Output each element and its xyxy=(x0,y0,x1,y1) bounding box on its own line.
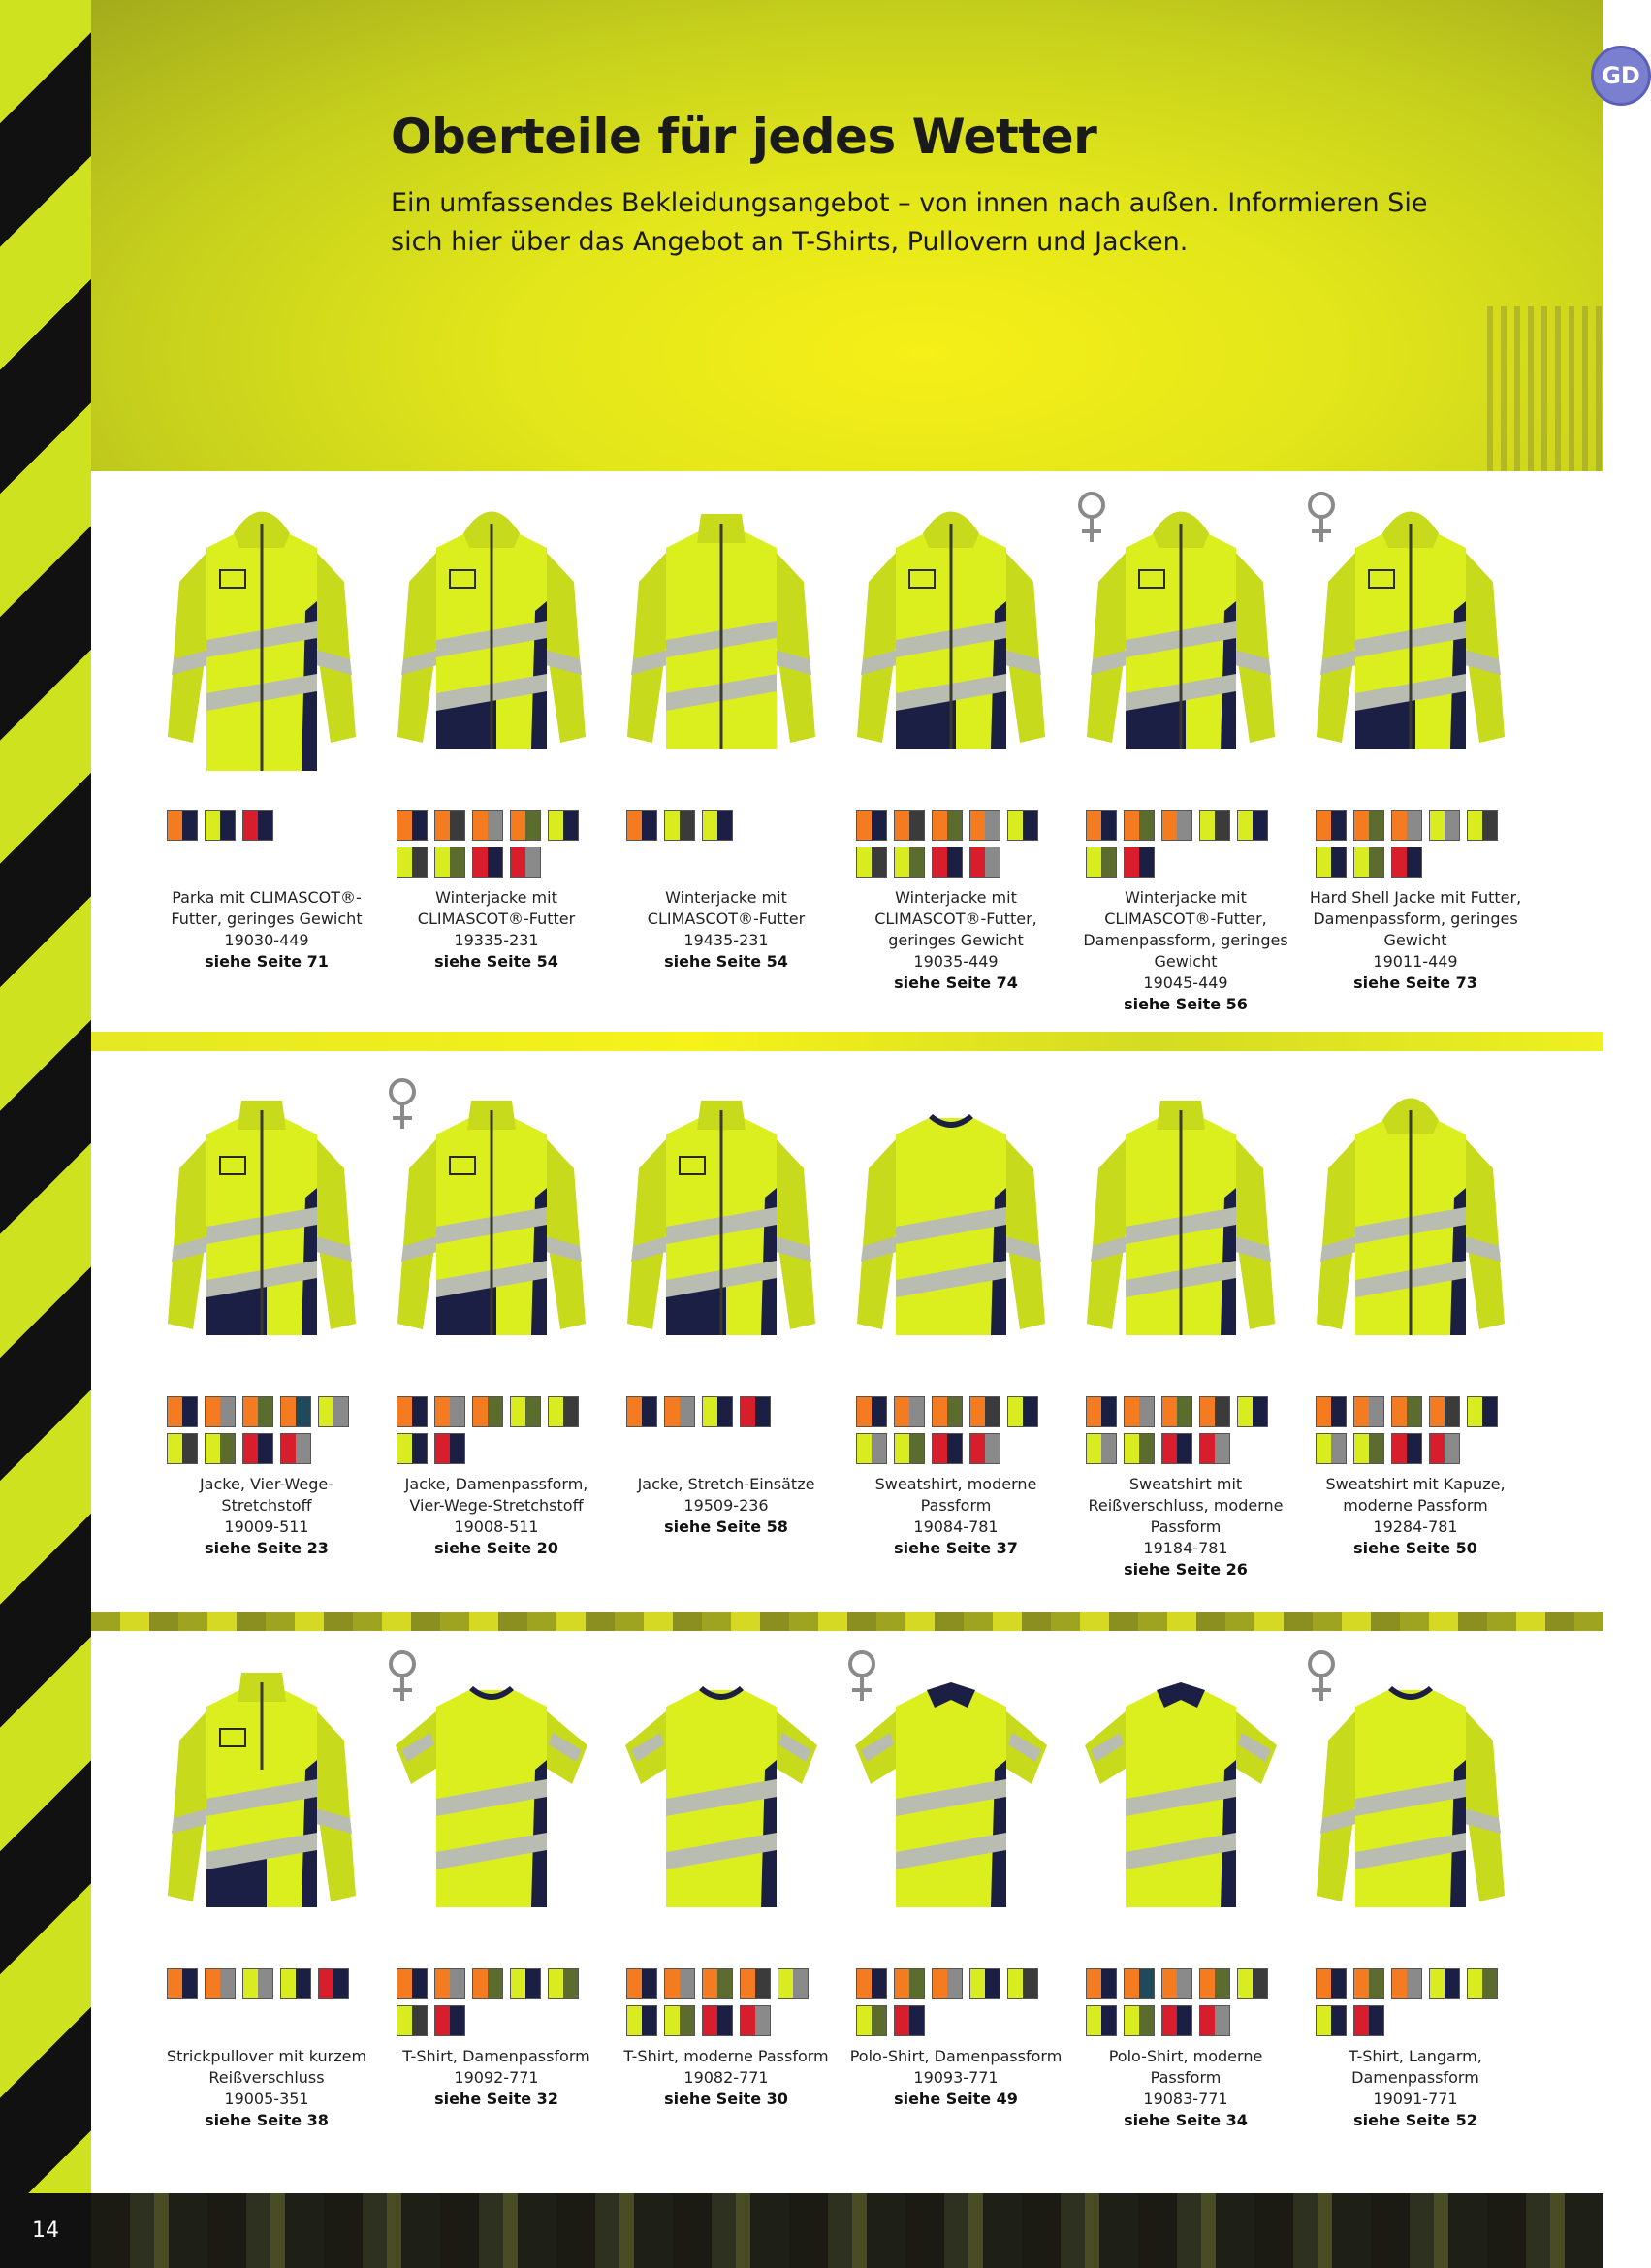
color-swatch[interactable] xyxy=(1161,2005,1192,2036)
color-swatches xyxy=(397,810,596,878)
page-reference-link[interactable]: siehe Seite 74 xyxy=(894,974,1018,992)
color-swatch[interactable] xyxy=(397,810,428,841)
color-swatch[interactable] xyxy=(434,1396,465,1427)
product-row xyxy=(155,1067,1541,1579)
color-swatch[interactable] xyxy=(1316,847,1347,878)
product-card[interactable] xyxy=(615,480,838,971)
color-swatches xyxy=(1086,1968,1286,2036)
product-code: 19035-449 xyxy=(913,952,999,971)
page-reference-link[interactable]: siehe Seite 23 xyxy=(205,1539,329,1557)
product-image[interactable] xyxy=(1309,1653,1512,1944)
page-reference-link[interactable]: siehe Seite 49 xyxy=(894,2090,1018,2108)
color-swatch[interactable] xyxy=(1467,1968,1498,1999)
page-reference-link[interactable]: siehe Seite 73 xyxy=(1353,974,1477,992)
color-swatch[interactable] xyxy=(740,2005,771,2036)
product-image[interactable] xyxy=(619,1081,823,1372)
page-title: Oberteile für jedes Wetter xyxy=(391,109,1097,165)
product-caption xyxy=(615,887,838,973)
color-swatch[interactable] xyxy=(1237,810,1268,841)
color-swatch[interactable] xyxy=(1353,1968,1384,1999)
color-swatch[interactable] xyxy=(664,1396,695,1427)
product-card[interactable] xyxy=(1074,1639,1297,2129)
color-swatch[interactable] xyxy=(740,1396,771,1427)
product-card[interactable] xyxy=(1304,1639,1527,2129)
female-fit-icon xyxy=(844,1648,879,1705)
product-name: Winterjacke mit CLIMASCOT®-Futter, geringes Gewicht xyxy=(874,888,1037,949)
color-swatch[interactable] xyxy=(856,2005,887,2036)
color-swatch[interactable] xyxy=(397,847,428,878)
color-swatch[interactable] xyxy=(702,1396,733,1427)
header-background-skyline xyxy=(1487,306,1603,471)
page-number: 14 xyxy=(0,2193,91,2268)
color-swatch[interactable] xyxy=(434,847,465,878)
product-code: 19082-771 xyxy=(683,2068,769,2087)
color-swatch[interactable] xyxy=(167,1396,198,1427)
color-swatch[interactable] xyxy=(856,1968,887,1999)
color-swatch[interactable] xyxy=(969,1968,1000,1999)
color-swatch[interactable] xyxy=(1124,847,1155,878)
product-image[interactable] xyxy=(1309,1081,1512,1372)
color-swatch[interactable] xyxy=(1124,1396,1155,1427)
color-swatch[interactable] xyxy=(1086,1433,1117,1464)
page-reference-link[interactable]: siehe Seite 38 xyxy=(205,2111,329,2129)
color-swatch[interactable] xyxy=(1161,1433,1192,1464)
color-swatch[interactable] xyxy=(1161,1396,1192,1427)
color-swatches xyxy=(626,1968,826,2036)
color-swatches xyxy=(856,1396,1056,1464)
page-reference-link[interactable]: siehe Seite 30 xyxy=(664,2090,788,2108)
product-name: Sweatshirt mit Reißverschluss, moderne Passform xyxy=(1088,1475,1284,1536)
color-swatches xyxy=(167,1968,366,1999)
product-caption xyxy=(844,887,1067,994)
color-swatch[interactable] xyxy=(167,810,198,841)
color-swatch[interactable] xyxy=(1391,847,1422,878)
product-card[interactable] xyxy=(155,1067,378,1557)
color-swatch[interactable] xyxy=(1316,810,1347,841)
product-caption xyxy=(155,887,378,973)
color-swatch[interactable] xyxy=(1316,1433,1347,1464)
color-swatch[interactable] xyxy=(280,1968,311,1999)
product-row xyxy=(155,1639,1541,2129)
product-code: 19030-449 xyxy=(224,931,309,949)
color-swatch[interactable] xyxy=(1353,1396,1384,1427)
product-name: T-Shirt, Langarm, Damenpassform xyxy=(1349,2047,1482,2087)
color-swatch[interactable] xyxy=(1124,810,1155,841)
color-swatch[interactable] xyxy=(242,1968,273,1999)
color-swatches xyxy=(167,810,366,841)
product-card[interactable] xyxy=(615,1067,838,1536)
color-swatch[interactable] xyxy=(472,1396,503,1427)
product-caption xyxy=(155,2046,378,2131)
product-caption xyxy=(385,887,608,973)
footer-band xyxy=(91,2193,1603,2268)
product-name: Winterjacke mit CLIMASCOT®-Futter xyxy=(417,888,576,928)
product-image[interactable] xyxy=(849,495,1053,785)
color-swatch[interactable] xyxy=(894,810,925,841)
color-swatch[interactable] xyxy=(397,1968,428,1999)
color-swatch[interactable] xyxy=(1124,1968,1155,1999)
color-swatch[interactable] xyxy=(1429,1433,1460,1464)
product-card[interactable] xyxy=(844,1067,1067,1557)
color-swatches xyxy=(1316,1396,1515,1464)
color-swatches xyxy=(397,1968,596,2036)
color-swatches xyxy=(397,1396,596,1464)
color-swatch[interactable] xyxy=(434,2005,465,2036)
color-swatch[interactable] xyxy=(1199,2005,1230,2036)
product-row xyxy=(155,480,1541,1013)
product-name: Polo-Shirt, moderne Passform xyxy=(1108,2047,1263,2087)
color-swatch[interactable] xyxy=(1391,1968,1422,1999)
color-swatch[interactable] xyxy=(318,1968,349,1999)
page-reference-link[interactable]: siehe Seite 20 xyxy=(434,1539,558,1557)
color-swatch[interactable] xyxy=(894,2005,925,2036)
color-swatch[interactable] xyxy=(205,1396,236,1427)
color-swatch[interactable] xyxy=(932,1968,963,1999)
color-swatch[interactable] xyxy=(856,810,887,841)
color-swatch[interactable] xyxy=(318,1396,349,1427)
product-caption xyxy=(1074,2046,1297,2131)
color-swatch[interactable] xyxy=(1124,2005,1155,2036)
color-swatch[interactable] xyxy=(242,810,273,841)
color-swatch[interactable] xyxy=(1429,1396,1460,1427)
color-swatch[interactable] xyxy=(1086,847,1117,878)
brand-logo-icon: GD xyxy=(1591,46,1651,106)
page-reference-link[interactable]: siehe Seite 26 xyxy=(1124,1560,1248,1579)
product-code: 19435-231 xyxy=(683,931,769,949)
color-swatch[interactable] xyxy=(894,1433,925,1464)
product-caption xyxy=(385,2046,608,2110)
color-swatch[interactable] xyxy=(1086,2005,1117,2036)
page-header xyxy=(91,0,1640,471)
color-swatch[interactable] xyxy=(397,1396,428,1427)
product-caption xyxy=(1304,2046,1527,2131)
color-swatch[interactable] xyxy=(894,1396,925,1427)
product-name: T-Shirt, Damenpassform xyxy=(402,2047,590,2065)
product-image[interactable] xyxy=(390,1653,593,1944)
product-code: 19045-449 xyxy=(1143,974,1228,992)
female-fit-icon xyxy=(1304,1648,1339,1705)
color-swatch[interactable] xyxy=(548,1968,579,1999)
color-swatch[interactable] xyxy=(280,1396,311,1427)
color-swatch[interactable] xyxy=(1161,1968,1192,1999)
color-swatch[interactable] xyxy=(702,810,733,841)
product-code: 19008-511 xyxy=(454,1517,539,1536)
product-card[interactable] xyxy=(1304,1067,1527,1557)
product-card[interactable] xyxy=(1074,1067,1297,1579)
product-card[interactable] xyxy=(1074,480,1297,1013)
product-code: 19011-449 xyxy=(1373,952,1458,971)
product-name: Strickpullover mit kurzem Reißverschluss xyxy=(166,2047,367,2087)
color-swatches xyxy=(1316,810,1515,878)
color-swatch[interactable] xyxy=(205,1968,236,1999)
color-swatch[interactable] xyxy=(1391,1396,1422,1427)
product-card[interactable] xyxy=(1304,480,1527,992)
color-swatches xyxy=(167,1396,366,1464)
color-swatch[interactable] xyxy=(434,1968,465,1999)
color-swatch[interactable] xyxy=(778,1968,809,1999)
female-fit-icon xyxy=(1074,490,1109,546)
color-swatch[interactable] xyxy=(510,810,541,841)
color-swatch[interactable] xyxy=(472,847,503,878)
product-image[interactable] xyxy=(160,1081,364,1372)
product-name: Polo-Shirt, Damenpassform xyxy=(849,2047,1063,2065)
color-swatch[interactable] xyxy=(894,1968,925,1999)
color-swatches xyxy=(1086,810,1286,878)
color-swatch[interactable] xyxy=(702,1968,733,1999)
product-image[interactable] xyxy=(160,1653,364,1944)
product-card[interactable] xyxy=(385,1639,608,2108)
color-swatch[interactable] xyxy=(1353,1433,1384,1464)
product-code: 19184-781 xyxy=(1143,1539,1228,1557)
color-swatch[interactable] xyxy=(1086,1396,1117,1427)
product-caption xyxy=(385,1474,608,1559)
product-card[interactable] xyxy=(844,480,1067,992)
product-image[interactable] xyxy=(160,495,364,785)
color-swatch[interactable] xyxy=(1007,810,1038,841)
color-swatch[interactable] xyxy=(1124,1433,1155,1464)
product-card[interactable] xyxy=(385,480,608,971)
color-swatch[interactable] xyxy=(434,810,465,841)
product-image[interactable] xyxy=(849,1081,1053,1372)
color-swatch[interactable] xyxy=(856,847,887,878)
color-swatch[interactable] xyxy=(969,847,1000,878)
page-subtitle: Ein umfassendes Bekleidungsangebot – von innen nach außen. Informieren Sie sich hier über das Angebot an T-Shirts, Pullovern und Jacken. xyxy=(391,188,1428,257)
page-reference-link[interactable]: siehe Seite 54 xyxy=(664,952,788,971)
product-code: 19093-771 xyxy=(913,2068,999,2087)
page-reference-link[interactable]: siehe Seite 50 xyxy=(1353,1539,1477,1557)
color-swatch[interactable] xyxy=(1316,1396,1347,1427)
color-swatch[interactable] xyxy=(1467,810,1498,841)
section-separator xyxy=(91,1612,1603,1631)
color-swatch[interactable] xyxy=(397,2005,428,2036)
product-caption xyxy=(155,1474,378,1559)
color-swatch[interactable] xyxy=(664,1968,695,1999)
product-code: 19005-351 xyxy=(224,2090,309,2108)
color-swatch[interactable] xyxy=(626,1968,657,1999)
color-swatch[interactable] xyxy=(1316,1968,1347,1999)
color-swatch[interactable] xyxy=(510,1396,541,1427)
color-swatch[interactable] xyxy=(664,810,695,841)
section-separator xyxy=(91,1032,1603,1051)
color-swatch[interactable] xyxy=(1237,1968,1268,1999)
product-code: 19092-771 xyxy=(454,2068,539,2087)
color-swatch[interactable] xyxy=(969,1433,1000,1464)
product-image[interactable] xyxy=(619,1653,823,1944)
color-swatch[interactable] xyxy=(1007,1968,1038,1999)
product-name: Jacke, Damenpassform, Vier-Wege-Stretchstoff xyxy=(404,1475,588,1515)
page-reference-link[interactable]: siehe Seite 52 xyxy=(1353,2111,1477,2129)
color-swatch[interactable] xyxy=(1429,1968,1460,1999)
product-image[interactable] xyxy=(1079,495,1283,785)
color-swatch[interactable] xyxy=(664,2005,695,2036)
product-name: Sweatshirt mit Kapuze, moderne Passform xyxy=(1325,1475,1506,1515)
color-swatch[interactable] xyxy=(1391,810,1422,841)
color-swatch[interactable] xyxy=(894,847,925,878)
color-swatch[interactable] xyxy=(242,1396,273,1427)
page-reference-link[interactable]: siehe Seite 56 xyxy=(1124,995,1248,1013)
product-caption xyxy=(844,2046,1067,2110)
color-swatch[interactable] xyxy=(1086,810,1117,841)
product-card[interactable] xyxy=(155,1639,378,2129)
product-caption xyxy=(1304,887,1527,994)
color-swatch[interactable] xyxy=(626,1396,657,1427)
color-swatch[interactable] xyxy=(856,1396,887,1427)
color-swatches xyxy=(1086,1396,1286,1464)
color-swatch[interactable] xyxy=(472,1968,503,1999)
product-caption xyxy=(1074,1474,1297,1581)
product-caption xyxy=(615,2046,838,2110)
product-image[interactable] xyxy=(390,1081,593,1372)
color-swatch[interactable] xyxy=(932,810,963,841)
color-swatch[interactable] xyxy=(548,810,579,841)
color-swatches xyxy=(856,1968,1056,2036)
color-swatches xyxy=(1316,1968,1515,2036)
hazard-stripe xyxy=(0,0,91,2268)
page-reference-link[interactable]: siehe Seite 71 xyxy=(205,952,329,971)
color-swatch[interactable] xyxy=(548,1396,579,1427)
product-image[interactable] xyxy=(390,495,593,785)
product-image[interactable] xyxy=(1079,1653,1283,1944)
product-code: 19009-511 xyxy=(224,1517,309,1536)
product-name: Hard Shell Jacke mit Futter, Damenpassform, geringes Gewicht xyxy=(1309,888,1522,949)
female-fit-icon xyxy=(385,1076,420,1133)
product-code: 19091-771 xyxy=(1373,2090,1458,2108)
color-swatch[interactable] xyxy=(932,847,963,878)
product-card[interactable] xyxy=(155,480,378,971)
color-swatch[interactable] xyxy=(1237,1396,1268,1427)
product-card[interactable] xyxy=(385,1067,608,1557)
color-swatch[interactable] xyxy=(167,1433,198,1464)
color-swatches xyxy=(856,810,1056,878)
product-code: 19084-781 xyxy=(913,1517,999,1536)
color-swatch[interactable] xyxy=(205,810,236,841)
product-caption xyxy=(844,1474,1067,1559)
female-fit-icon xyxy=(1304,490,1339,546)
color-swatch[interactable] xyxy=(1199,1396,1230,1427)
color-swatch[interactable] xyxy=(1467,1396,1498,1427)
color-swatch[interactable] xyxy=(1007,1396,1038,1427)
color-swatch[interactable] xyxy=(626,2005,657,2036)
product-name: Parka mit CLIMASCOT®-Futter, geringes Gewicht xyxy=(171,888,363,928)
product-code: 19335-231 xyxy=(454,931,539,949)
color-swatch[interactable] xyxy=(856,1433,887,1464)
product-code: 19284-781 xyxy=(1373,1517,1458,1536)
color-swatch[interactable] xyxy=(1353,2005,1384,2036)
product-name: Jacke, Vier-Wege-Stretchstoff xyxy=(199,1475,334,1515)
product-caption xyxy=(1074,887,1297,1015)
color-swatch[interactable] xyxy=(1199,1433,1230,1464)
page-reference-link[interactable]: siehe Seite 37 xyxy=(894,1539,1018,1557)
color-swatch[interactable] xyxy=(1086,1968,1117,1999)
product-name: Winterjacke mit CLIMASCOT®-Futter xyxy=(647,888,806,928)
product-name: Jacke, Stretch-Einsätze xyxy=(637,1475,815,1493)
color-swatch[interactable] xyxy=(626,810,657,841)
color-swatch[interactable] xyxy=(1429,810,1460,841)
color-swatch[interactable] xyxy=(510,1968,541,1999)
color-swatch[interactable] xyxy=(242,1433,273,1464)
color-swatch[interactable] xyxy=(932,1433,963,1464)
color-swatch[interactable] xyxy=(1353,847,1384,878)
color-swatch[interactable] xyxy=(969,810,1000,841)
color-swatch[interactable] xyxy=(1161,810,1192,841)
page-reference-link[interactable]: siehe Seite 32 xyxy=(434,2090,558,2108)
product-name: Winterjacke mit CLIMASCOT®-Futter, Damenpassform, geringes Gewicht xyxy=(1083,888,1288,971)
color-swatch[interactable] xyxy=(702,2005,733,2036)
product-caption xyxy=(1304,1474,1527,1559)
product-image[interactable] xyxy=(1309,495,1512,785)
color-swatch[interactable] xyxy=(1316,2005,1347,2036)
product-card[interactable] xyxy=(844,1639,1067,2108)
female-fit-icon xyxy=(385,1648,420,1705)
product-image[interactable] xyxy=(619,495,823,785)
color-swatch[interactable] xyxy=(472,810,503,841)
color-swatch[interactable] xyxy=(1391,1433,1422,1464)
color-swatch[interactable] xyxy=(1353,810,1384,841)
product-image[interactable] xyxy=(849,1653,1053,1944)
color-swatch[interactable] xyxy=(740,1968,771,1999)
product-code: 19083-771 xyxy=(1143,2090,1228,2108)
product-code: 19509-236 xyxy=(683,1496,769,1515)
product-name: Sweatshirt, moderne Passform xyxy=(874,1475,1037,1515)
color-swatches xyxy=(626,810,826,841)
color-swatch[interactable] xyxy=(434,1433,465,1464)
product-card[interactable] xyxy=(615,1639,838,2108)
color-swatch[interactable] xyxy=(510,847,541,878)
color-swatch[interactable] xyxy=(167,1968,198,1999)
color-swatch[interactable] xyxy=(280,1433,311,1464)
color-swatch[interactable] xyxy=(969,1396,1000,1427)
color-swatch[interactable] xyxy=(1199,810,1230,841)
product-caption xyxy=(615,1474,838,1538)
color-swatch[interactable] xyxy=(205,1433,236,1464)
product-image[interactable] xyxy=(1079,1081,1283,1372)
page-reference-link[interactable]: siehe Seite 34 xyxy=(1124,2111,1248,2129)
page-reference-link[interactable]: siehe Seite 58 xyxy=(664,1517,788,1536)
color-swatch[interactable] xyxy=(397,1433,428,1464)
color-swatch[interactable] xyxy=(932,1396,963,1427)
page-reference-link[interactable]: siehe Seite 54 xyxy=(434,952,558,971)
color-swatches xyxy=(626,1396,826,1427)
color-swatch[interactable] xyxy=(1199,1968,1230,1999)
product-name: T-Shirt, moderne Passform xyxy=(623,2047,829,2065)
